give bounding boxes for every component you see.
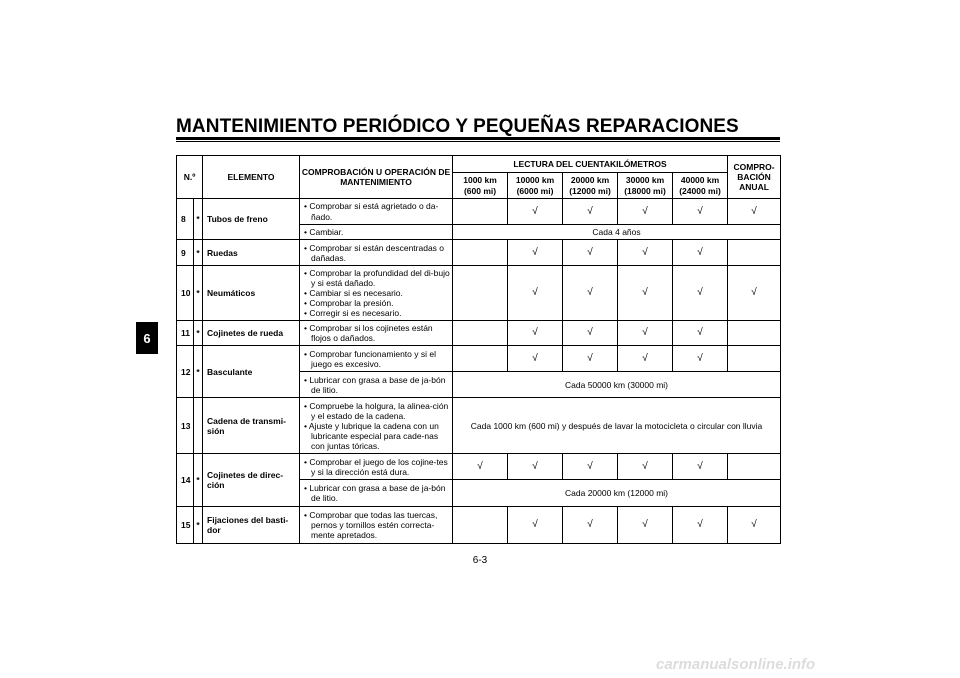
check-mark: √ [618, 346, 673, 372]
row-asterisk: * [194, 507, 203, 544]
header-odometer: LECTURA DEL CUENTAKILÓMETROS [453, 156, 728, 173]
operation-text: • Comprobar la profundidad del di-bujo y si está dañado. [304, 268, 450, 289]
check-mark: √ [673, 321, 728, 346]
row-asterisk: * [194, 240, 203, 266]
check-mark: √ [563, 266, 618, 321]
check-cell [453, 507, 508, 544]
check-mark: √ [563, 507, 618, 544]
check-cell [728, 454, 781, 480]
check-mark: √ [673, 454, 728, 480]
page-title: MANTENIMIENTO PERIÓDICO Y PEQUEÑAS REPARACIONES [176, 116, 739, 137]
row-operation [300, 321, 453, 346]
row-element: Ruedas [203, 240, 300, 266]
header-interval-1 [453, 173, 508, 199]
header-km-3: 20000 km [570, 175, 610, 186]
check-mark: √ [673, 346, 728, 372]
maintenance-table [176, 155, 781, 544]
check-mark: √ [508, 321, 563, 346]
header-mi-4: (18000 mi) [624, 185, 666, 196]
check-mark: √ [618, 199, 673, 225]
check-cell [453, 199, 508, 225]
check-cell [453, 346, 508, 372]
row-number: 10 [177, 266, 194, 321]
check-mark: √ [618, 321, 673, 346]
row-asterisk: * [194, 266, 203, 321]
operation-text: • Comprobar si los cojinetes están flojos o dañados. [304, 323, 433, 344]
row-number: 13 [177, 398, 194, 454]
check-mark: √ [508, 346, 563, 372]
row-asterisk: * [194, 199, 203, 240]
header-interval-5 [673, 173, 728, 199]
check-cell [453, 266, 508, 321]
title-rule-thick [176, 137, 780, 140]
check-cell [453, 240, 508, 266]
title-rule-thin [176, 141, 780, 142]
interval-note: Cada 50000 km (30000 mi) [453, 372, 781, 398]
interval-note: Cada 1000 km (600 mi) y después de lavar la motocicleta o circular con lluvia [453, 398, 781, 454]
check-mark: √ [453, 454, 508, 480]
header-interval-3 [563, 173, 618, 199]
operation-text: • Lubricar con grasa a base de ja-bón de litio. [304, 374, 446, 395]
operation-text: • Comprobar que todas las tuercas, pernos y tornillos estén correcta-mente apretados. [304, 510, 438, 541]
table-row [177, 454, 781, 480]
interval-note: Cada 4 años [453, 225, 781, 240]
row-number: 14 [177, 454, 194, 507]
row-operation [300, 225, 453, 240]
header-element: ELEMENTO [203, 156, 300, 199]
page-number: 6-3 [472, 555, 488, 566]
table-row [177, 240, 781, 266]
table-row [177, 321, 781, 346]
operation-text: • Cambiar si es necesario. [304, 288, 403, 299]
header-annual: COMPRO-BACIÓN ANUAL [728, 156, 781, 199]
row-element: Cojinetes de rueda [203, 321, 300, 346]
header-km-1: 1000 km [463, 175, 497, 186]
chapter-tab: 6 [136, 322, 158, 354]
header-no: N.º [177, 156, 203, 199]
row-number: 9 [177, 240, 194, 266]
row-number: 15 [177, 507, 194, 544]
operation-text: • Corregir si es necesario. [304, 308, 402, 319]
row-operation [300, 398, 453, 454]
operation-text: • Comprobar funcionamiento y si el juego es excesivo. [304, 348, 436, 369]
check-mark: √ [618, 240, 673, 266]
check-mark: √ [673, 240, 728, 266]
row-asterisk: * [194, 321, 203, 346]
table-row [177, 199, 781, 225]
operation-text: • Comprobar si está agrietado o da-ñado. [304, 201, 439, 222]
check-cell [728, 346, 781, 372]
operation-text: • Lubricar con grasa a base de ja-bón de litio. [304, 483, 446, 504]
row-operation [300, 454, 453, 480]
row-element: Cojinetes de direc-ción [203, 454, 300, 507]
header-mi-2: (6000 mi) [516, 185, 554, 196]
table-row [177, 398, 781, 454]
row-asterisk: * [194, 454, 203, 507]
check-mark: √ [508, 507, 563, 544]
check-mark: √ [508, 454, 563, 480]
row-number: 12 [177, 346, 194, 398]
row-asterisk [194, 398, 203, 454]
check-mark: √ [618, 266, 673, 321]
check-mark: √ [618, 507, 673, 544]
row-element: Fijaciones del basti-dor [203, 507, 300, 544]
check-mark: √ [563, 454, 618, 480]
check-mark: √ [563, 346, 618, 372]
check-mark: √ [618, 454, 673, 480]
interval-note: Cada 20000 km (12000 mi) [453, 480, 781, 507]
check-mark: √ [508, 240, 563, 266]
header-km-5: 40000 km [680, 175, 720, 186]
check-mark: √ [673, 199, 728, 225]
watermark[interactable]: carmanualsonline.info [656, 656, 816, 673]
check-cell [728, 240, 781, 266]
check-cell [453, 321, 508, 346]
check-mark: √ [673, 266, 728, 321]
check-mark: √ [508, 199, 563, 225]
check-mark: √ [728, 199, 781, 225]
row-operation [300, 240, 453, 266]
row-number: 11 [177, 321, 194, 346]
header-interval-4 [618, 173, 673, 199]
table-row [177, 507, 781, 544]
operation-text: • Compruebe la holgura, la alinea-ción y el estado de la cadena. [304, 400, 449, 421]
row-element: Tubos de freno [203, 199, 300, 240]
row-operation [300, 266, 453, 321]
check-mark: √ [728, 266, 781, 321]
header-mi-5: (24000 mi) [679, 185, 721, 196]
header-interval-2 [508, 173, 563, 199]
table-row [177, 346, 781, 372]
check-mark: √ [728, 507, 781, 544]
operation-text: • Comprobar el juego de los cojine-tes y si la dirección está dura. [304, 456, 448, 477]
check-mark: √ [563, 240, 618, 266]
table-row [177, 266, 781, 321]
header-km-4: 30000 km [625, 175, 665, 186]
header-mi-1: (600 mi) [463, 185, 497, 196]
row-element: Neumáticos [203, 266, 300, 321]
operation-text: • Comprobar la presión. [304, 298, 394, 309]
operation-text: • Comprobar si están descentradas o dañadas. [304, 242, 445, 263]
operation-text: • Cambiar. [304, 227, 344, 237]
row-operation [300, 199, 453, 225]
row-operation [300, 372, 453, 398]
header-km-2: 10000 km [515, 175, 555, 186]
row-element: Cadena de transmi-sión [203, 398, 300, 454]
row-operation [300, 480, 453, 507]
check-mark: √ [563, 321, 618, 346]
operation-text: • Ajuste y lubrique la cadena con un lubricante especial para cade-nas con juntas tóricas. [304, 420, 439, 451]
row-operation [300, 346, 453, 372]
check-cell [728, 321, 781, 346]
row-asterisk: * [194, 346, 203, 398]
check-mark: √ [508, 266, 563, 321]
check-mark: √ [673, 507, 728, 544]
header-mi-3: (12000 mi) [569, 185, 611, 196]
row-number: 8 [177, 199, 194, 240]
check-mark: √ [563, 199, 618, 225]
header-operation: COMPROBACIÓN U OPERACIÓN DE MANTENIMIENTO [300, 156, 453, 199]
row-operation [300, 507, 453, 544]
row-element: Basculante [203, 346, 300, 398]
